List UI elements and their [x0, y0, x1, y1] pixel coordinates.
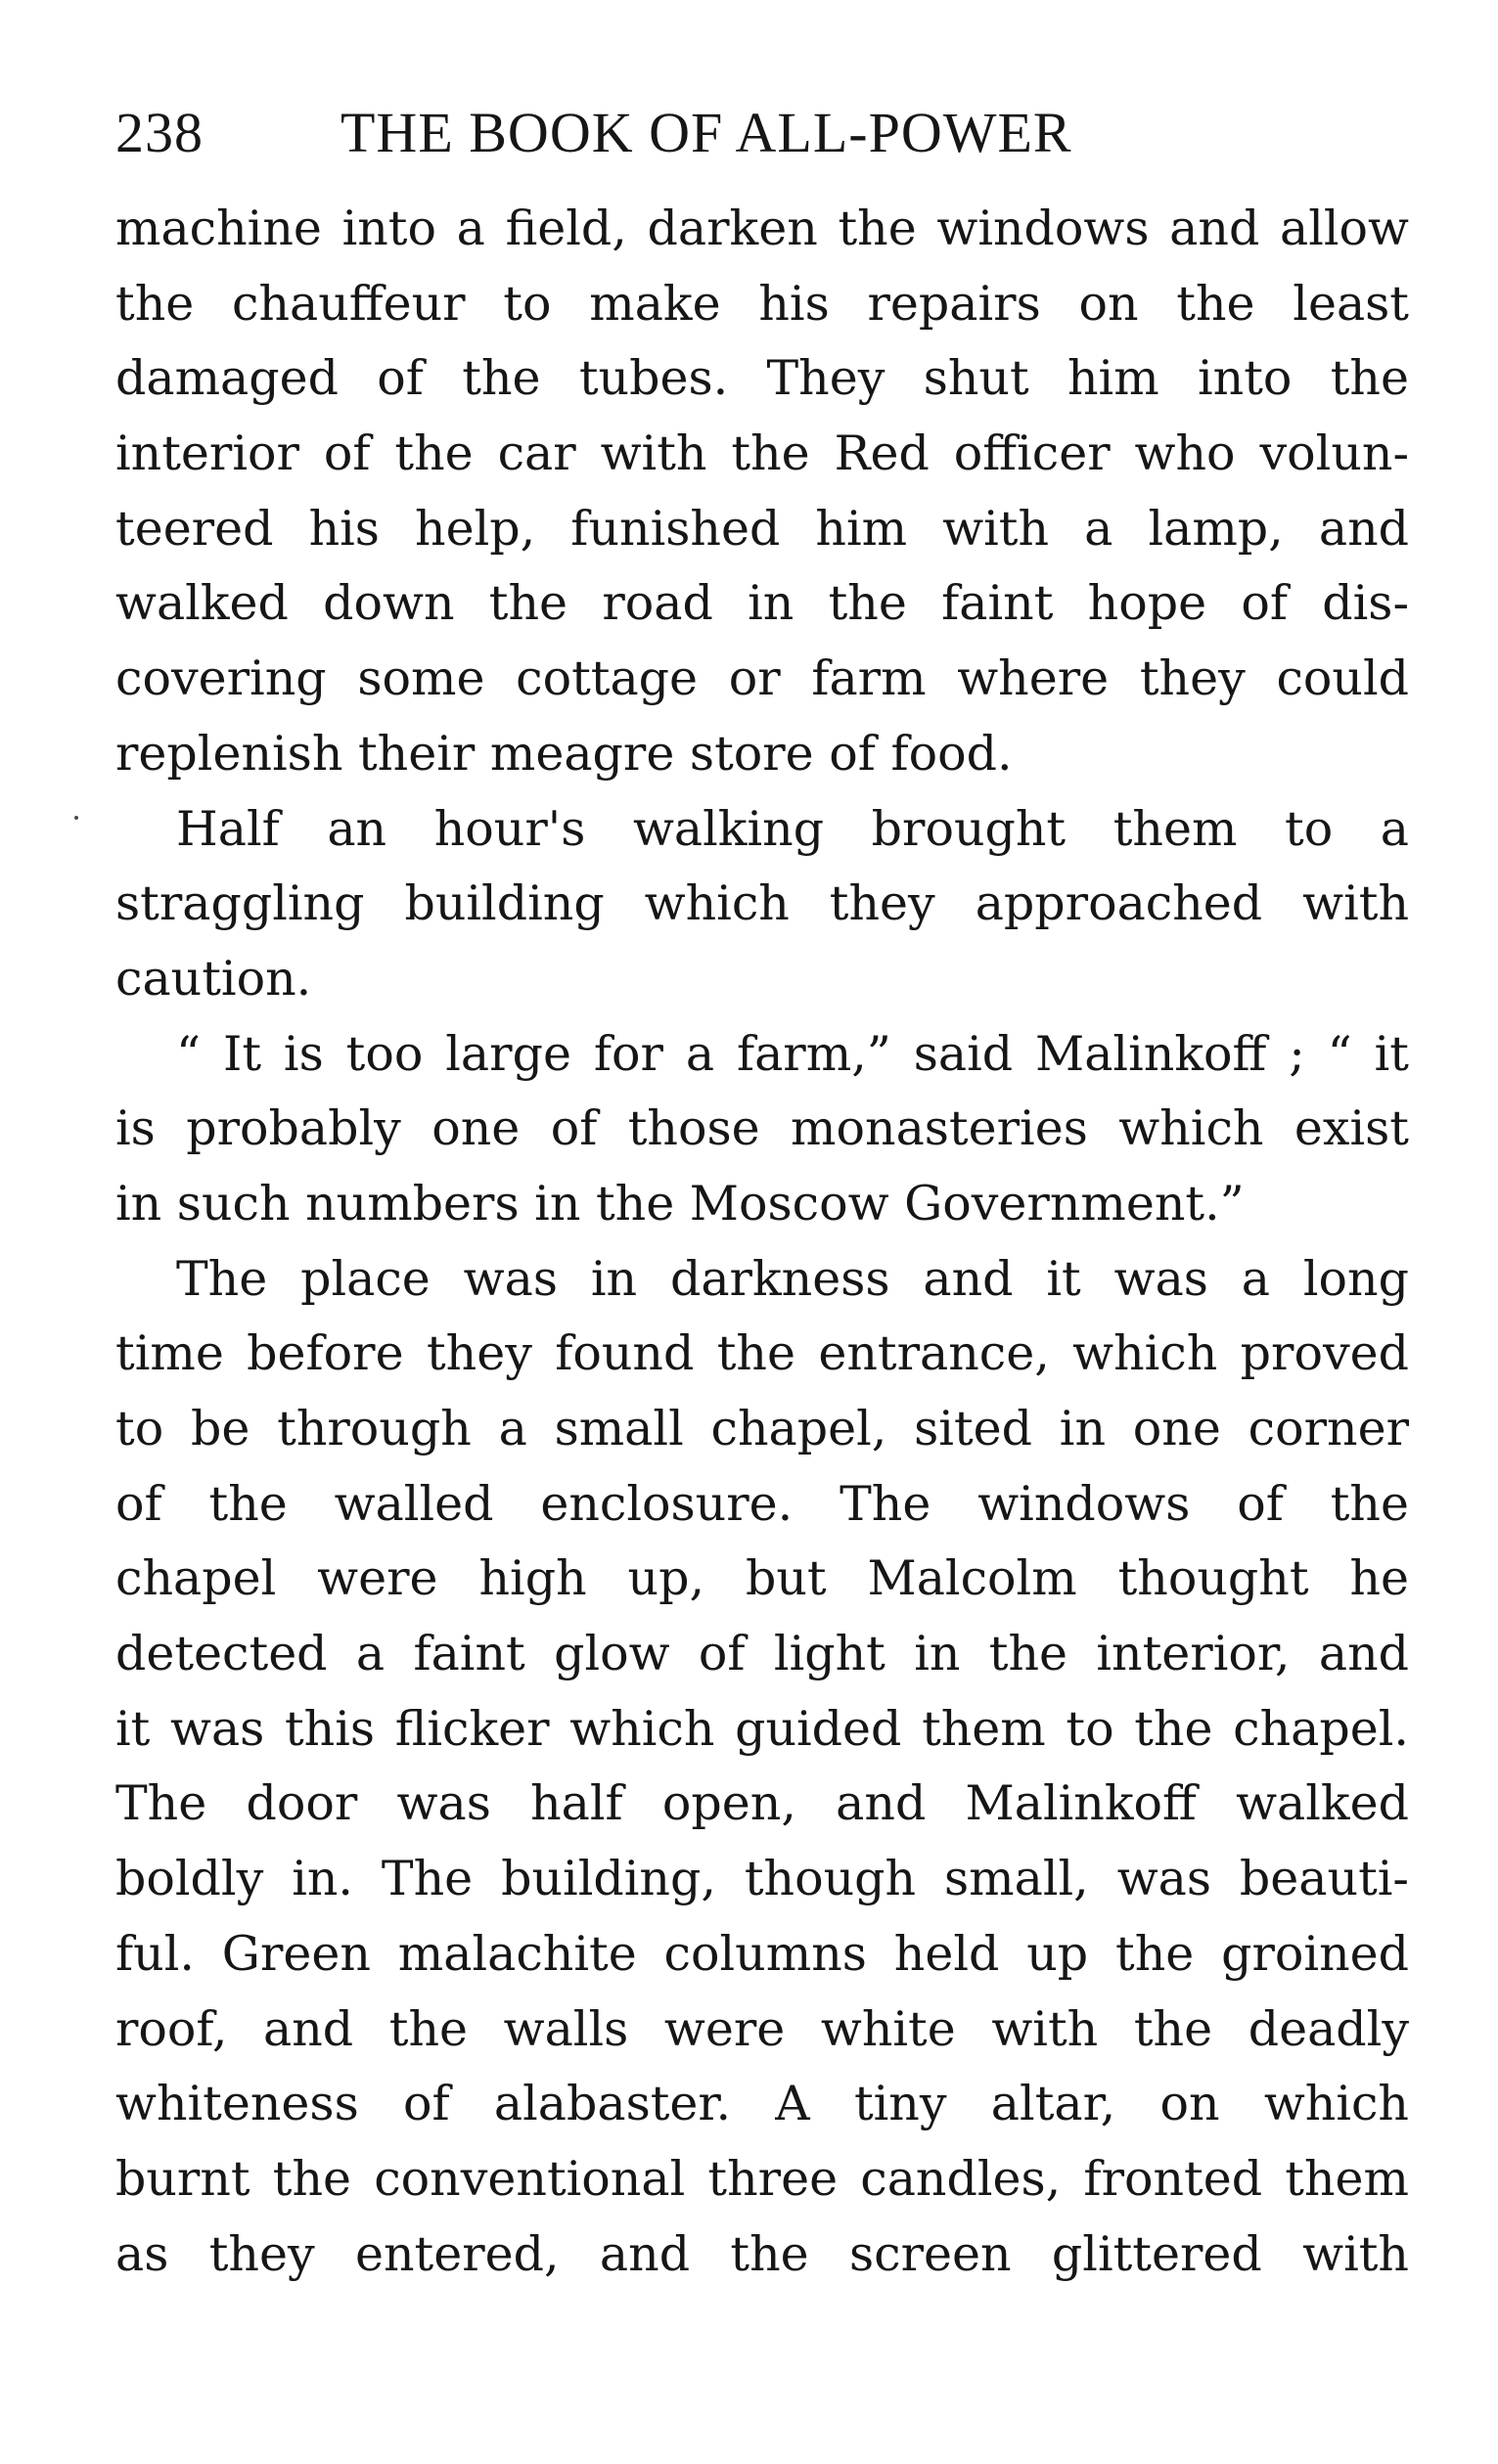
- text-line: The door was half open, and Malinkoff walked: [115, 1775, 1409, 1832]
- text-line: teered his help, funished him with a lamp, and: [115, 500, 1409, 557]
- page-header: [115, 94, 1192, 172]
- text-line: time before they found the entrance, which proved: [115, 1325, 1409, 1382]
- text-line: of the walled enclosure. The windows of the: [115, 1475, 1409, 1532]
- text-line: boldly in. The building, though small, was beauti-: [115, 1851, 1409, 1907]
- text-line: “ It is too large for a farm,” said Malinkoff ; “ it: [176, 1025, 1409, 1082]
- text-line: it was this flicker which guided them to the chapel.: [115, 1700, 1409, 1757]
- page-number: 238: [115, 101, 204, 164]
- text-line: walked down the road in the faint hope of dis-: [115, 575, 1409, 632]
- text-line: detected a faint glow of light in the interior, and: [115, 1626, 1409, 1682]
- text-line: Half an hour's walking brought them to a: [176, 800, 1409, 857]
- text-line: is probably one of those monasteries which exist: [115, 1100, 1409, 1157]
- text-line: ful. Green malachite columns held up the groined: [115, 1925, 1409, 1982]
- text-line: roof, and the walls were white with the deadly: [115, 2000, 1409, 2057]
- text-line: interior of the car with the Red officer who volun-: [115, 426, 1409, 482]
- text-line: replenish their meagre store of food.: [115, 725, 1013, 782]
- text-line: as they entered, and the screen glittered with: [115, 2225, 1409, 2282]
- text-line: machine into a field, darken the windows and allow: [115, 201, 1409, 256]
- text-line: straggling building which they approached with: [115, 875, 1409, 932]
- text-line: the chauffeur to make his repairs on the least: [115, 275, 1409, 332]
- text-line: whiteness of alabaster. A tiny altar, on which: [115, 2076, 1409, 2132]
- text-line: damaged of the tubes. They shut him into the: [115, 350, 1409, 407]
- text-line: in such numbers in the Moscow Government.”: [115, 1175, 1245, 1232]
- body-text: [115, 192, 1409, 2292]
- text-line: covering some cottage or farm where they could: [115, 650, 1409, 707]
- text-line: chapel were high up, but Malcolm thought he: [115, 1550, 1409, 1607]
- text-line: caution.: [115, 950, 312, 1007]
- text-line: to be through a small chapel, sited in one corner: [115, 1401, 1409, 1456]
- running-title: THE BOOK OF ALL-POWER: [340, 101, 1072, 164]
- print-speck: [74, 816, 78, 820]
- text-line: The place was in darkness and it was a long: [176, 1250, 1409, 1307]
- text-line: burnt the conventional three candles, fronted them: [115, 2150, 1409, 2207]
